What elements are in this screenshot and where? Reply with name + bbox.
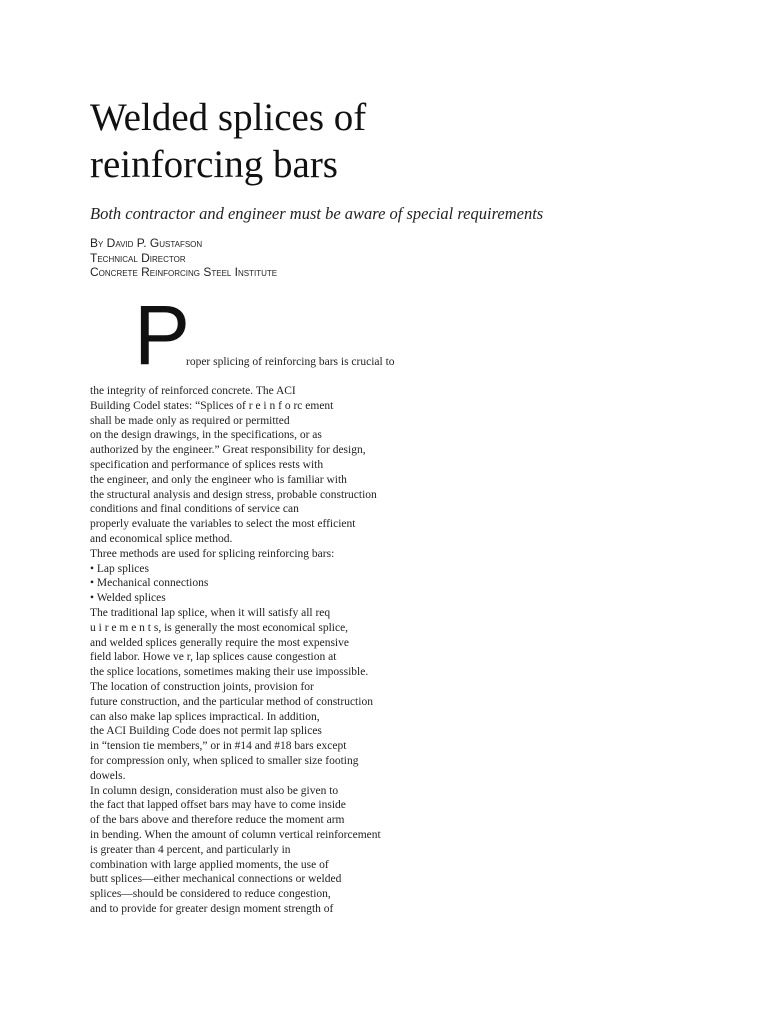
body-line: authorized by the engineer.” Great responsibility for design, [90,444,366,457]
body-line: The location of construction joints, provision for [90,680,314,693]
body-line: The traditional lap splice, when it will satisfy all req [90,606,331,619]
body-line: field labor. Howe ve r, lap splices cause congestion at [90,651,337,664]
body-line: the engineer, and only the engineer who is familiar with [90,473,347,486]
body-line: butt splices—either mechanical connections or welded [90,873,342,886]
body-line: is greater than 4 percent, and particularly in [90,843,291,856]
body-line: properly evaluate the variables to select the most efficient [90,518,356,531]
body-line: and economical splice method. [90,532,233,545]
body-line: • Lap splices [90,562,149,575]
body-line: conditions and final conditions of service can [90,503,299,516]
article-body [90,384,450,917]
body-line: future construction, and the particular method of construction [90,695,373,708]
article-title [90,94,366,188]
body-line: splices—should be considered to reduce congestion, [90,888,331,901]
author-title: Technical Director [90,250,186,265]
body-line: specification and performance of splices rests with [90,458,324,471]
body-line: and to provide for greater design moment strength of [90,902,334,915]
body-line: can also make lap splices impractical. In addition, [90,710,320,723]
body-line: combination with large applied moments, the use of [90,858,329,871]
body-line: dowels. [90,769,126,782]
body-line: the splice locations, sometimes making their use impossible. [90,666,369,679]
byline [90,236,277,280]
author-organization: Concrete Reinforcing Steel Institute [90,265,278,279]
drop-cap: P [134,288,191,382]
body-line: • Welded splices [90,592,166,605]
article-title-line-1: Welded splices of [90,96,367,139]
body-line: on the design drawings, in the specifications, or as [90,429,322,442]
body-line: Three methods are used for splicing reinforcing bars: [90,547,335,560]
body-line: in bending. When the amount of column vertical reinforcement [90,828,381,841]
author-name: By David P. Gustafson [90,236,203,250]
body-line: of the bars above and therefore reduce the moment arm [90,814,345,827]
body-line: the integrity of reinforced concrete. The ACI [90,385,296,397]
body-line: for compression only, when spliced to smaller size footing [90,754,359,767]
body-line: the ACI Building Code does not permit lap splices [90,725,322,738]
body-line: the fact that lapped offset bars may have to come inside [90,799,346,812]
body-line: and welded splices generally require the most expensive [90,636,349,649]
body-line: Building Codel states: “Splices of r e i n f o rc ement [90,399,334,412]
body-line: in “tension tie members,” or in #14 and #18 bars except [90,740,347,753]
first-body-line: roper splicing of reinforcing bars is crucial to [186,356,395,368]
body-line: • Mechanical connections [90,577,209,590]
body-line: u i r e m e n t s, is generally the most economical splice, [90,621,349,634]
body-line: the structural analysis and design stress, probable construction [90,488,377,501]
article-title-line-2: reinforcing bars [90,143,338,186]
article-subtitle: Both contractor and engineer must be aware of special requirements [90,204,544,223]
body-line: shall be made only as required or permitted [90,414,290,427]
body-line: In column design, consideration must also be given to [90,784,339,797]
